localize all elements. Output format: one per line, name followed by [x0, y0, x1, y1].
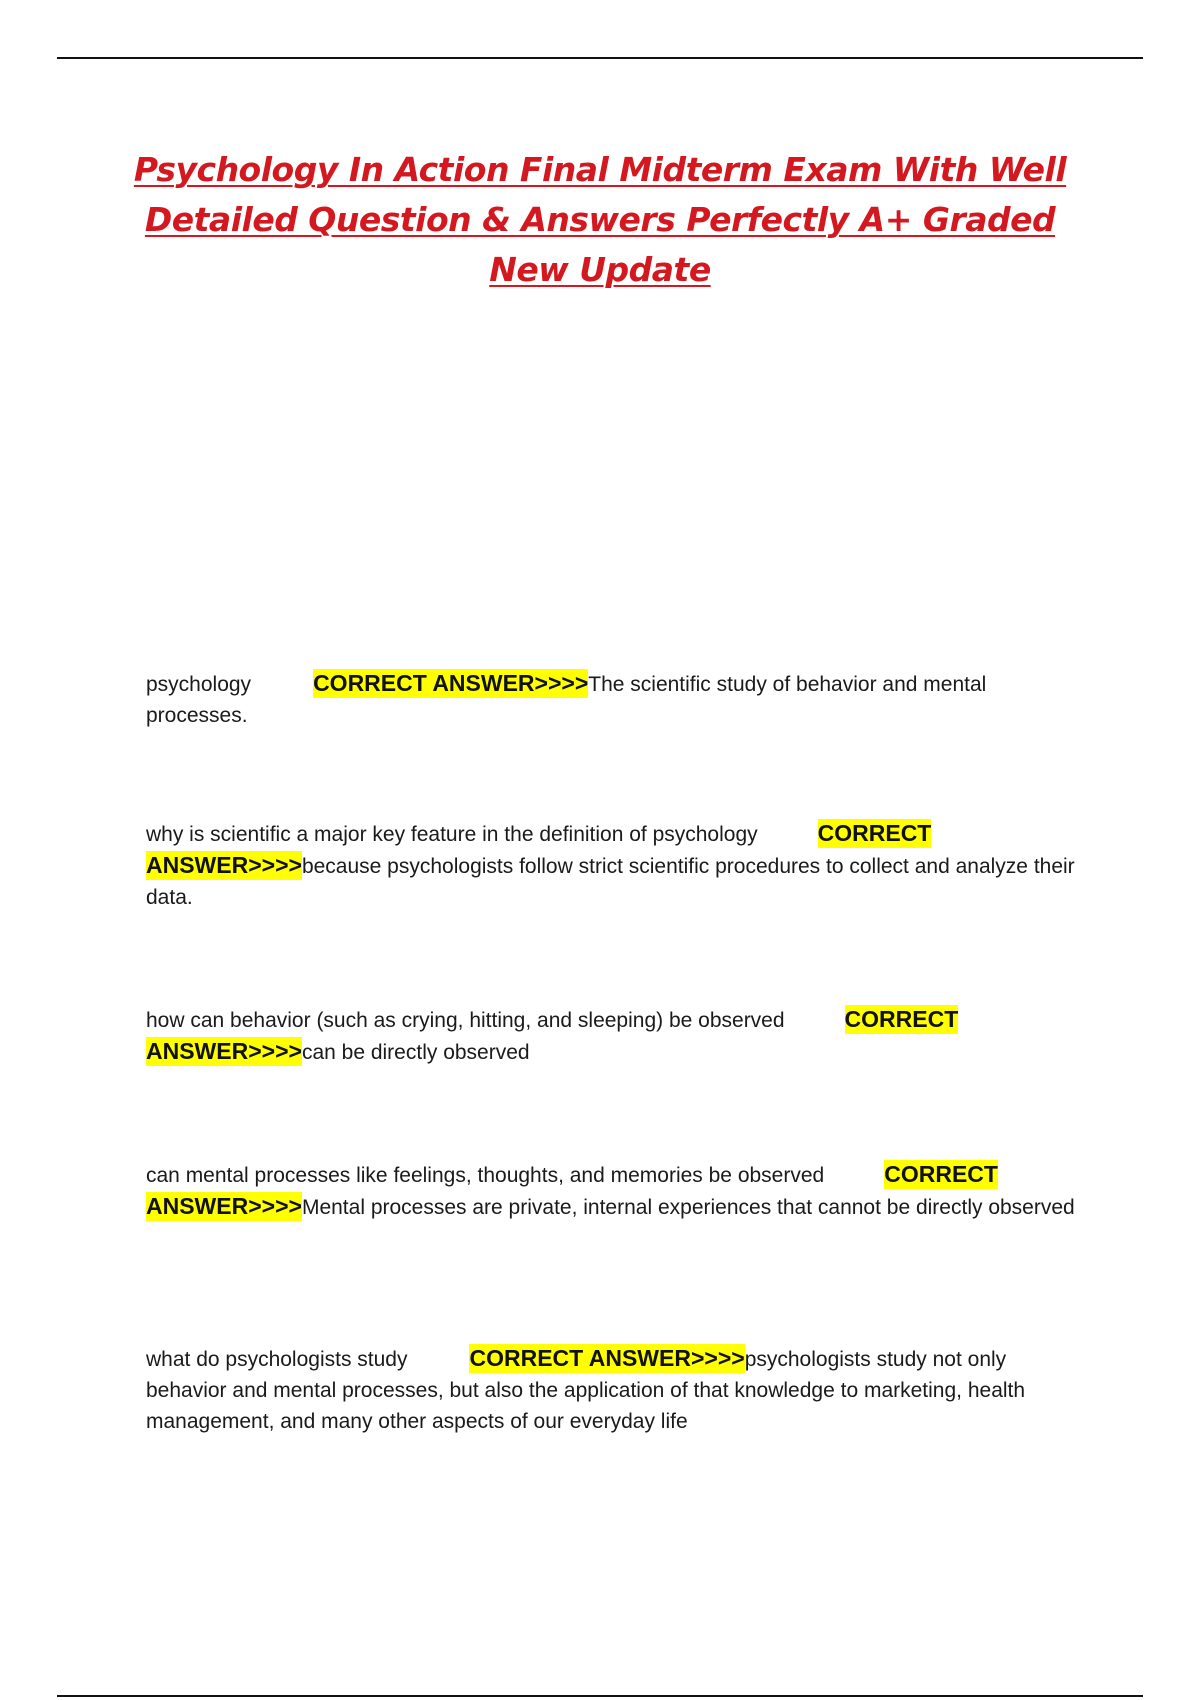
header-rule — [57, 57, 1143, 59]
question-text: how can behavior (such as crying, hitting, and sleeping) be observed — [146, 1009, 785, 1032]
correct-answer-label: CORRECT ANSWER>>>> — [146, 1006, 959, 1064]
document-title: Psychology In Action Final Midterm Exam With Well Detailed Question & Answers Perfectly A+ Graded New Update — [133, 150, 1067, 289]
qa-item — [146, 668, 1086, 731]
question-text: why is scientific a major key feature in the definition of psychology — [146, 823, 758, 846]
footer-rule — [57, 1695, 1143, 1697]
qa-item — [146, 1004, 1086, 1068]
question-text: what do psychologists study — [146, 1348, 408, 1371]
question-text: psychology — [146, 673, 252, 696]
question-text: can mental processes like feelings, thoughts, and memories be observed — [146, 1164, 825, 1187]
answer-text: The scientific study of behavior and mental processes. — [146, 673, 987, 727]
title-block — [100, 145, 1100, 295]
answer-text: can be directly observed — [301, 1041, 530, 1064]
qa-item — [146, 1159, 1086, 1223]
qa-item — [146, 1343, 1086, 1437]
correct-answer-label: CORRECT ANSWER>>>> — [146, 1161, 998, 1219]
answer-text: psychologists study not only behavior and mental processes, but also the application of that knowledge to marketing, health management, and many other aspects of our everyday life — [146, 1348, 1026, 1433]
qa-item — [146, 818, 1086, 913]
answer-text: because psychologists follow strict scientific procedures to collect and analyze their data. — [146, 855, 1075, 909]
answer-text: Mental processes are private, internal experiences that cannot be directly observed — [301, 1196, 1075, 1219]
correct-answer-label: CORRECT ANSWER>>>> — [313, 670, 589, 696]
correct-answer-label: CORRECT ANSWER>>>> — [146, 820, 932, 878]
correct-answer-label: CORRECT ANSWER>>>> — [469, 1345, 745, 1371]
